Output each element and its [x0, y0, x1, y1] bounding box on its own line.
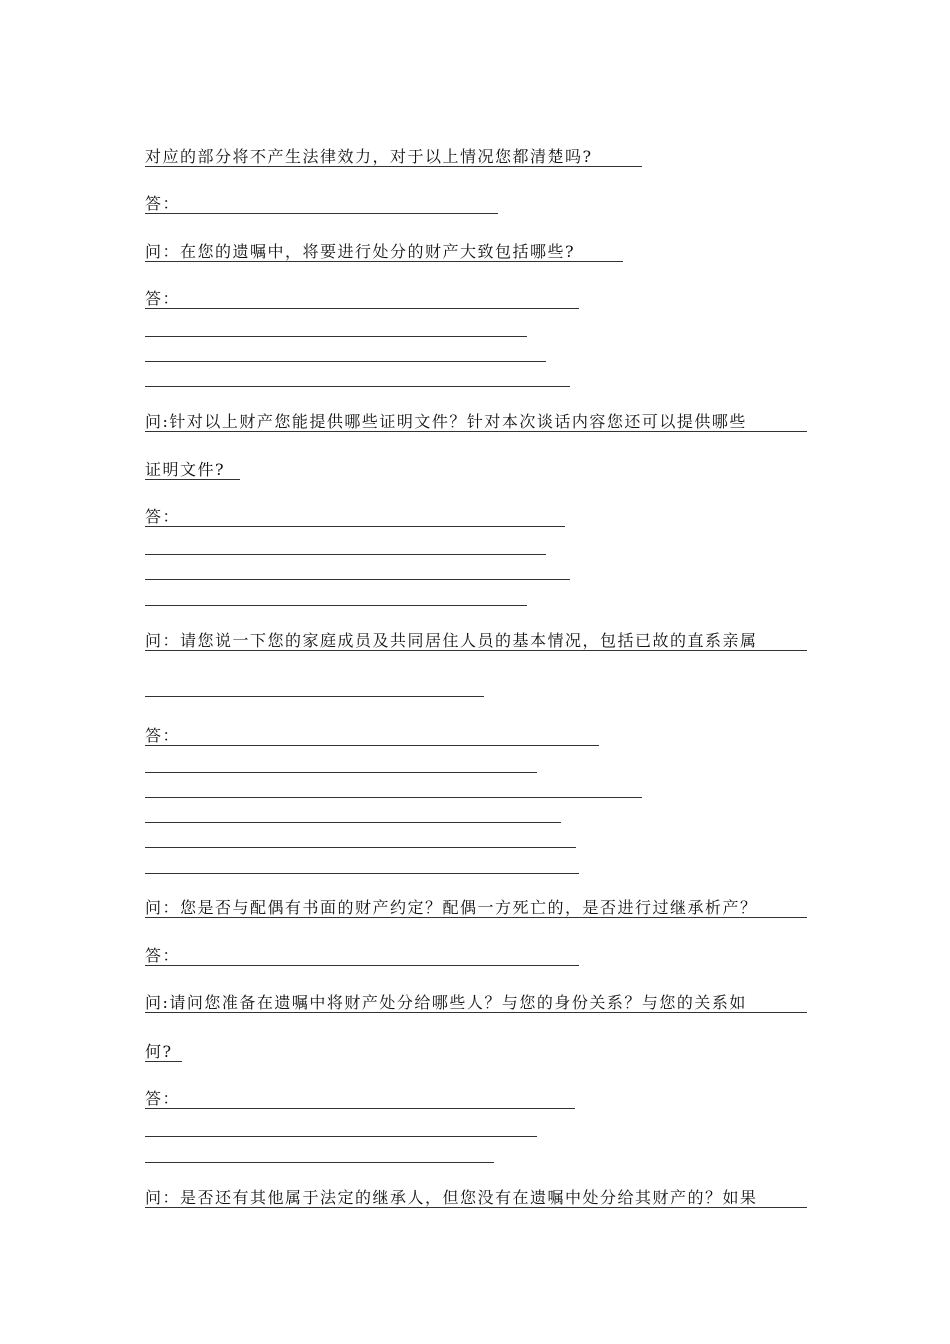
answer-label: 答：	[145, 507, 181, 526]
blank-answer-line	[145, 822, 561, 823]
answer-label: 答：	[145, 1089, 181, 1108]
question-text: 问：在您的遗嘱中，将要进行处分的财产大致包括哪些?	[145, 242, 576, 261]
question-text: 证明文件?	[145, 460, 226, 479]
underline	[145, 308, 579, 309]
blank-answer-line	[145, 873, 579, 874]
underline	[145, 745, 599, 746]
answer-label: 答：	[145, 726, 181, 745]
answer-label: 答：	[145, 194, 181, 213]
blank-answer-line	[145, 696, 484, 697]
underline	[145, 213, 498, 214]
underline	[145, 526, 565, 527]
blank-answer-line	[145, 554, 546, 555]
question-text: 问:请问您准备在遗嘱中将财产处分给哪些人？与您的身份关系？与您的关系如	[145, 993, 747, 1012]
blank-answer-line	[145, 772, 537, 773]
answer-label: 答：	[145, 946, 181, 965]
question-text: 何?	[145, 1042, 173, 1061]
underline	[145, 1108, 575, 1109]
blank-answer-line	[145, 797, 642, 798]
question-text: 问：是否还有其他属于法定的继承人，但您没有在遗嘱中处分给其财产的？如果	[145, 1188, 758, 1207]
question-text: 对应的部分将不产生法律效力，对于以上情况您都清楚吗?	[145, 147, 593, 166]
question-text: 问：您是否与配偶有书面的财产约定？配偶一方死亡的，是否进行过继承析产？	[145, 898, 758, 917]
question-text: 问：请您说一下您的家庭成员及共同居住人员的基本情况，包括已故的直系亲属	[145, 631, 758, 650]
blank-answer-line	[145, 1162, 494, 1163]
blank-answer-line	[145, 361, 546, 362]
blank-answer-line	[145, 605, 527, 606]
blank-answer-line	[145, 386, 570, 387]
blank-answer-line	[145, 847, 576, 848]
question-text: 问:针对以上财产您能提供哪些证明文件？针对本次谈话内容您还可以提供哪些	[145, 412, 747, 431]
blank-answer-line	[145, 579, 570, 580]
blank-answer-line	[145, 1136, 537, 1137]
answer-label: 答：	[145, 289, 181, 308]
blank-answer-line	[145, 336, 527, 337]
underline	[145, 965, 579, 966]
